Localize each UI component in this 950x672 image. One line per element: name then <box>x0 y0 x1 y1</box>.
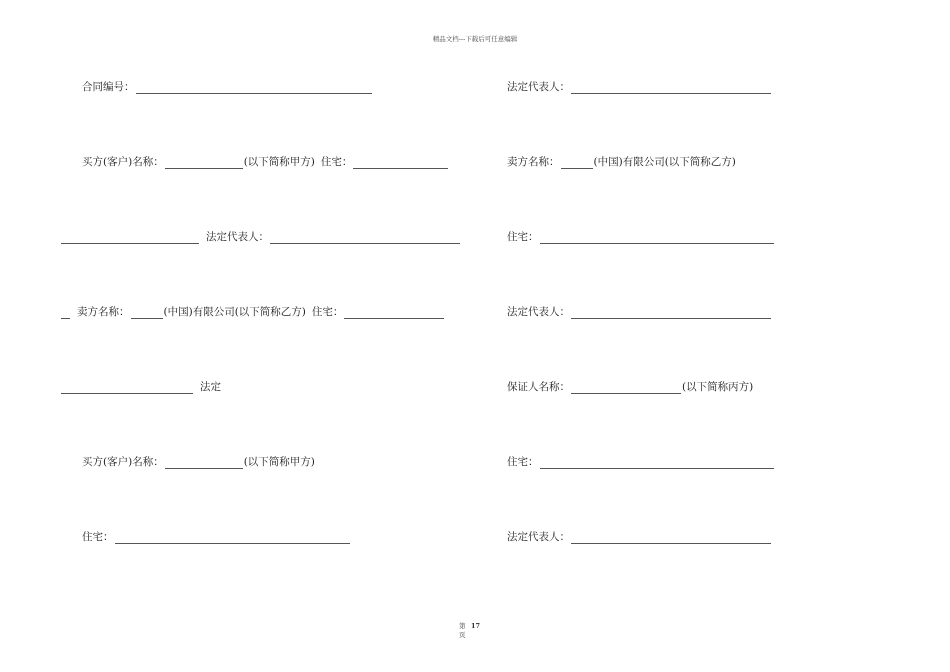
right-legal-rep-line-3 <box>507 530 772 544</box>
contract-number-label: 合同编号： <box>82 81 135 93</box>
page-header: 精品文档---下载后可任意编辑 <box>432 35 518 43</box>
buyer-name-blank-2[interactable] <box>165 458 243 469</box>
right-residence-blank-1[interactable] <box>540 233 774 244</box>
right-residence-line-1 <box>507 230 775 244</box>
page-label: 第 页 <box>459 622 466 639</box>
right-legal-rep-label-1: 法定代表人： <box>507 81 570 93</box>
seller-abbr: (中国)有限公司(以下简称乙方) <box>163 306 306 318</box>
right-legal-rep-blank-3[interactable] <box>571 533 771 544</box>
seller-name-label: 卖方名称： <box>77 306 130 318</box>
legal-rep-label: 法定代表人： <box>206 231 269 243</box>
right-legal-rep-blank-2[interactable] <box>571 308 771 319</box>
seller-residence-blank[interactable] <box>344 308 444 319</box>
seller-residence-continued-blank[interactable] <box>61 383 193 394</box>
legal-short-label: 法定 <box>200 381 221 393</box>
guarantor-name-label: 保证人名称： <box>507 381 570 393</box>
right-legal-rep-line-2 <box>507 305 772 319</box>
right-residence-line-2 <box>507 455 775 469</box>
seller-prefix-blank[interactable] <box>61 308 70 319</box>
residence-continued-blank[interactable] <box>61 233 199 244</box>
page-number: 17 <box>471 622 481 630</box>
guarantor-line <box>507 380 753 394</box>
buyer-line-1 <box>82 155 449 169</box>
right-legal-rep-blank-1[interactable] <box>571 83 771 94</box>
residence-label-2: 住宅： <box>82 531 114 543</box>
seller-name-blank[interactable] <box>131 308 163 319</box>
right-residence-label-1: 住宅： <box>507 231 539 243</box>
right-seller-abbr: (中国)有限公司(以下简称乙方) <box>593 156 736 168</box>
right-legal-rep-label-3: 法定代表人： <box>507 531 570 543</box>
contract-number-line <box>82 80 373 94</box>
right-residence-label-2: 住宅： <box>507 456 539 468</box>
buyer-line-2 <box>82 455 315 469</box>
residence-blank-2[interactable] <box>115 533 350 544</box>
residence-blank[interactable] <box>353 158 448 169</box>
buyer-abbr: (以下简称甲方) <box>243 156 315 168</box>
buyer-name-label-2: 买方(客户)名称： <box>82 456 164 468</box>
seller-residence-label: 住宅： <box>311 306 344 318</box>
page-footer <box>459 622 481 640</box>
right-legal-rep-line-1 <box>507 80 772 94</box>
seller-line <box>60 305 445 319</box>
legal-short-line <box>60 380 221 394</box>
legal-rep-line-1 <box>60 230 461 244</box>
buyer-name-blank[interactable] <box>165 158 243 169</box>
guarantor-abbr: (以下简称丙方) <box>682 381 754 393</box>
residence-label: 住宅： <box>320 156 353 168</box>
right-seller-name-blank[interactable] <box>561 158 593 169</box>
buyer-name-label: 买方(客户)名称： <box>82 156 164 168</box>
right-residence-blank-2[interactable] <box>540 458 774 469</box>
buyer-abbr-2: (以下简称甲方) <box>243 456 315 468</box>
right-seller-name-label: 卖方名称： <box>507 156 560 168</box>
right-legal-rep-label-2: 法定代表人： <box>507 306 570 318</box>
guarantor-name-blank[interactable] <box>571 383 681 394</box>
contract-number-blank[interactable] <box>136 83 372 94</box>
right-seller-line <box>507 155 736 169</box>
residence-line-2 <box>82 530 351 544</box>
legal-rep-blank[interactable] <box>270 233 460 244</box>
